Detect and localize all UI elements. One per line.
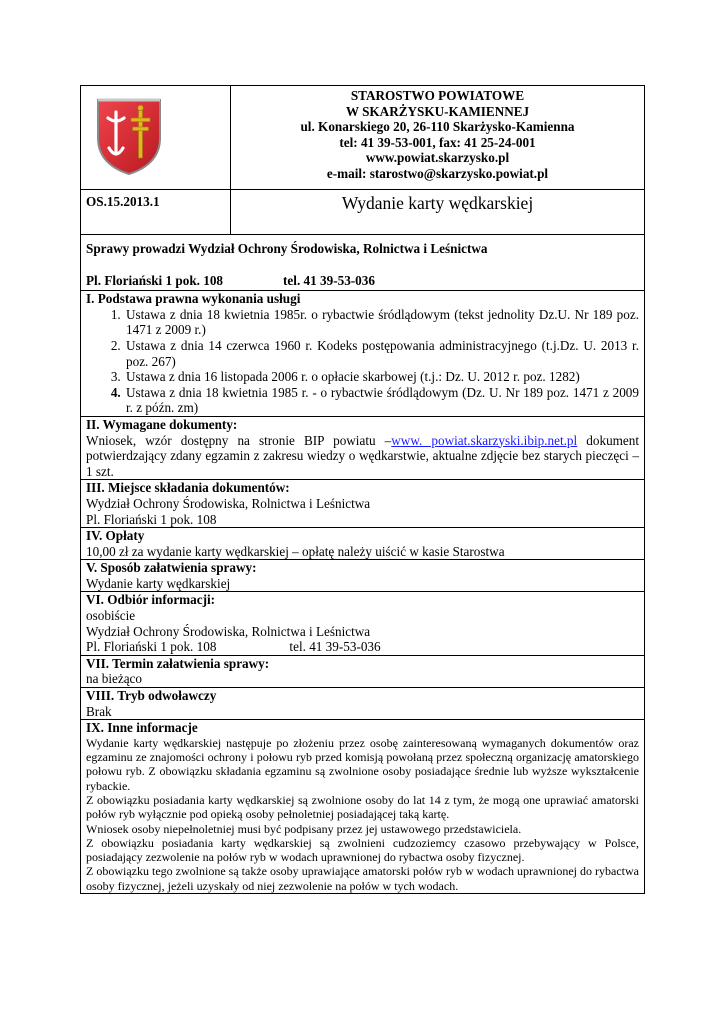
other-info-paragraph: Z obowiązku posiadania karty wędkarskiej są zwolnieni cudzoziemcy czasowo przebywający w Polsce, posiadający zezwolenie na połów ryb w wodach uprawnionej do rybactwa osoby fizycznej.: [86, 835, 639, 865]
section-other-info: [81, 720, 645, 894]
document-code: OS.15.2013.1: [81, 190, 231, 235]
section-deadline: [81, 655, 645, 687]
other-info-paragraph: Z obowiązku tego zwolnione są także osoby uprawiające amatorski połów ryb w wodach uprawnionej do rybactwa osoby fizycznej, jeżeli uzyskały od niej zezwolenie na połów w tych wodach.: [86, 864, 639, 893]
list-item: 4. Ustawa z dnia 18 kwietnia 1985 r. - o rybactwie śródlądowym (Dz. U. Nr 189 poz. 1471 z 2009 r. z późn. zm): [124, 385, 639, 416]
other-info-paragraph: Wydanie karty wędkarskiej następuje po złożeniu przez osobę zainteresowaną wymaganych dokumentów oraz egzaminu ze znajomości ochrony i połowu ryb przed komisją powołaną przez społeczną organizację amatorskiego połowu ryb. Z obowiązku składania egzaminu są zwolnione osoby posiadające średnie lub wyższe wykształcenie rybackie.: [86, 735, 639, 793]
section-heading: VI. Odbiór informacji:: [86, 592, 216, 608]
section-heading: IX. Inne informacje: [86, 720, 198, 736]
list-item: 3. Ustawa z dnia 16 listopada 2006 r. o opłacie skarbowej (t.j.: Dz. U. 2012 r. poz. 1282): [124, 369, 639, 385]
section-fees: [81, 528, 645, 560]
section-heading: I. Podstawa prawna wykonania usługi: [86, 291, 301, 307]
office-header: [231, 86, 645, 190]
section-heading: IV. Opłaty: [86, 528, 145, 544]
section-submission-place: [81, 480, 645, 528]
section-collection: [81, 592, 645, 655]
department-address: Pl. Floriański 1 pok. 108: [86, 272, 224, 288]
other-info-paragraph: Z obowiązku posiadania karty wędkarskiej są zwolnione osoby do lat 14 z tym, że mogą one uprawiać amatorski połów ryb wyłącznie pod opieką osoby pełnoletniej posiadającej taką kartę.: [86, 793, 639, 822]
department-line: Sprawy prowadzi Wydział Ochrony Środowiska, Rolnictwa i Leśnictwa: [86, 241, 488, 256]
department-phone: tel. 41 39-53-036: [283, 272, 375, 288]
section-handling-method: [81, 560, 645, 592]
office-phones: tel: 41 39-53-001, fax: 41 25-24-001: [339, 134, 536, 150]
collection-department: Wydział Ochrony Środowiska, Rolnictwa i Leśnictwa: [86, 623, 371, 639]
department-address-line: [86, 273, 639, 289]
collection-mode: osobiście: [86, 608, 136, 624]
office-website[interactable]: www.powiat.skarzysko.pl: [365, 150, 510, 166]
info-card-table: [80, 85, 645, 894]
section-heading: VII. Termin załatwienia sprawy:: [86, 655, 270, 671]
collection-address: Pl. Floriański 1 pok. 108: [86, 639, 217, 655]
logo-cell: [81, 86, 231, 190]
bip-link[interactable]: www. powiat.skarzyski.ibip.net.pl: [391, 432, 578, 448]
section-heading: II. Wymagane dokumenty:: [86, 416, 238, 432]
collection-phone: tel. 41 39-53-036: [289, 639, 381, 655]
legal-basis-list: [86, 307, 639, 416]
document-title: Wydanie karty wędkarskiej: [231, 190, 645, 235]
documents-text-after: dokument potwierdzający zdany egzamin z zakresu wiedzy o wędkarstwie, aktualne zdjęcie bez starych pieczęci – 1 szt.: [86, 432, 640, 479]
section-legal-basis: [81, 291, 645, 417]
coat-of-arms-logo: [94, 94, 164, 176]
documents-text-before: Wniosek, wzór dostępny na stronie BIP powiatu –: [86, 432, 392, 448]
fees-text: 10,00 zł za wydanie karty wędkarskiej – opłatę należy uiścić w kasie Starostwa: [86, 543, 505, 559]
office-email[interactable]: e-mail: starostwo@skarzysko.powiat.pl: [326, 165, 549, 181]
document: [80, 85, 644, 894]
submission-department: Wydział Ochrony Środowiska, Rolnictwa i Leśnictwa: [86, 495, 371, 511]
deadline-text: na bieżąco: [86, 671, 143, 687]
list-item: 2. Ustawa z dnia 14 czerwca 1960 r. Kodeks postępowania administracyjnego (t.j.Dz. U. 2013 r. poz. 267): [124, 338, 639, 369]
collection-address-line: [86, 639, 639, 655]
section-heading: VIII. Tryb odwoławczy: [86, 688, 217, 704]
other-info-paragraph: Wniosek osoby niepełnoletniej musi być podpisany przez jej ustawowego przedstawiciela.: [86, 821, 522, 836]
office-name-line2: W SKARŻYSKU-KAMIENNEJ: [345, 103, 530, 119]
section-heading: III. Miejsce składania dokumentów:: [86, 480, 290, 496]
office-name-line1: STAROSTWO POWIATOWE: [350, 88, 525, 103]
department-info: [81, 235, 645, 291]
section-required-documents: [81, 416, 645, 479]
section-heading: V. Sposób załatwienia sprawy:: [86, 560, 257, 576]
section-appeal: [81, 688, 645, 720]
office-address: ul. Konarskiego 20, 26-110 Skarżysko-Kamienna: [300, 119, 575, 135]
appeal-text: Brak: [86, 703, 112, 719]
list-item: 1. Ustawa z dnia 18 kwietnia 1985r. o rybactwie śródlądowym (tekst jednolity Dz.U. Nr 189 poz. 1471 z 2009 r.): [124, 307, 639, 338]
handling-text: Wydanie karty wędkarskiej: [86, 575, 231, 591]
submission-address: Pl. Floriański 1 pok. 108: [86, 511, 217, 527]
